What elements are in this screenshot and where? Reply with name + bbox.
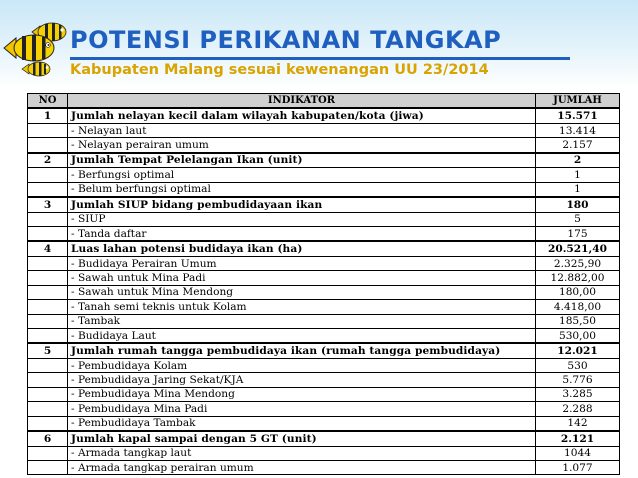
- slide-header: [0, 0, 638, 88]
- column-header-indikator: INDIKATOR: [68, 94, 536, 109]
- cell-indikator: Jumlah Tempat Pelelangan Ikan (unit): [68, 153, 536, 168]
- cell-indikator: - Pembudidaya Mina Padi: [68, 402, 536, 416]
- cell-indikator: - Tanah semi teknis untuk Kolam: [68, 300, 536, 314]
- cell-no: [28, 226, 68, 241]
- cell-no: [28, 460, 68, 474]
- cell-jumlah: 15.571: [536, 108, 620, 123]
- cell-jumlah: 1.077: [536, 460, 620, 474]
- cell-jumlah: 1044: [536, 446, 620, 460]
- cell-jumlah: 180,00: [536, 285, 620, 299]
- cell-no: [28, 138, 68, 153]
- cell-jumlah: 175: [536, 226, 620, 241]
- cell-no: [28, 387, 68, 401]
- cell-jumlah: 20.521,40: [536, 241, 620, 256]
- cell-jumlah: 3.285: [536, 387, 620, 401]
- cell-indikator: - Berfungsi optimal: [68, 168, 536, 182]
- cell-jumlah: 1: [536, 182, 620, 197]
- cell-no: [28, 402, 68, 416]
- table-row-main: [28, 197, 620, 212]
- cell-indikator: - SIUP: [68, 212, 536, 226]
- table-row-sub: [28, 402, 620, 416]
- cell-no: [28, 285, 68, 299]
- title-underline: [70, 57, 570, 60]
- cell-indikator: - Pembudidaya Tambak: [68, 416, 536, 431]
- cell-jumlah: 530: [536, 358, 620, 372]
- table-row-sub: [28, 182, 620, 197]
- cell-no: 5: [28, 343, 68, 358]
- table-row-sub: [28, 314, 620, 328]
- table-row-main: [28, 431, 620, 446]
- table-row-sub: [28, 387, 620, 401]
- cell-indikator: - Pembudidaya Kolam: [68, 358, 536, 372]
- table-row-sub: [28, 285, 620, 299]
- table-row-sub: [28, 123, 620, 137]
- cell-no: [28, 212, 68, 226]
- cell-no: 2: [28, 153, 68, 168]
- table-row-sub: [28, 212, 620, 226]
- table-row-sub: [28, 271, 620, 285]
- table-row-sub: [28, 138, 620, 153]
- cell-no: 3: [28, 197, 68, 212]
- cell-jumlah: 2.288: [536, 402, 620, 416]
- table-row-main: [28, 153, 620, 168]
- table-row-main: [28, 108, 620, 123]
- table-row-sub: [28, 416, 620, 431]
- cell-jumlah: 1: [536, 168, 620, 182]
- table-row-sub: [28, 329, 620, 344]
- cell-no: [28, 256, 68, 270]
- cell-indikator: - Sawah untuk Mina Mendong: [68, 285, 536, 299]
- cell-no: [28, 271, 68, 285]
- cell-indikator: - Armada tangkap laut: [68, 446, 536, 460]
- cell-jumlah: 185,50: [536, 314, 620, 328]
- indicator-table: [27, 93, 620, 475]
- cell-jumlah: 2.121: [536, 431, 620, 446]
- cell-jumlah: 5: [536, 212, 620, 226]
- table-row-sub: [28, 373, 620, 387]
- cell-jumlah: 12.021: [536, 343, 620, 358]
- cell-jumlah: 530,00: [536, 329, 620, 344]
- fish-logo-icon: [2, 14, 68, 84]
- cell-jumlah: 180: [536, 197, 620, 212]
- cell-no: 6: [28, 431, 68, 446]
- cell-jumlah: 5.776: [536, 373, 620, 387]
- cell-indikator: Jumlah rumah tangga pembudidaya ikan (rumah tangga pembudidaya): [68, 343, 536, 358]
- table-header-row: [28, 94, 620, 109]
- cell-no: [28, 329, 68, 344]
- cell-no: 1: [28, 108, 68, 123]
- cell-no: [28, 446, 68, 460]
- cell-no: [28, 314, 68, 328]
- cell-jumlah: 4.418,00: [536, 300, 620, 314]
- cell-no: [28, 182, 68, 197]
- cell-indikator: - Budidaya Laut: [68, 329, 536, 344]
- cell-indikator: Jumlah kapal sampai dengan 5 GT (unit): [68, 431, 536, 446]
- cell-no: [28, 168, 68, 182]
- cell-no: [28, 373, 68, 387]
- table-row-sub: [28, 168, 620, 182]
- cell-indikator: - Tambak: [68, 314, 536, 328]
- table-row-sub: [28, 256, 620, 270]
- table-row-main: [28, 343, 620, 358]
- cell-indikator: - Pembudidaya Mina Mendong: [68, 387, 536, 401]
- cell-indikator: - Nelayan perairan umum: [68, 138, 536, 153]
- cell-jumlah: 2.157: [536, 138, 620, 153]
- cell-no: 4: [28, 241, 68, 256]
- cell-indikator: Luas lahan potensi budidaya ikan (ha): [68, 241, 536, 256]
- table-row-sub: [28, 446, 620, 460]
- cell-indikator: - Sawah untuk Mina Padi: [68, 271, 536, 285]
- cell-indikator: - Pembudidaya Jaring Sekat/KJA: [68, 373, 536, 387]
- table-row-main: [28, 241, 620, 256]
- table-row-sub: [28, 460, 620, 474]
- indicator-table-container: [27, 93, 619, 475]
- table-row-sub: [28, 358, 620, 372]
- cell-no: [28, 358, 68, 372]
- cell-no: [28, 416, 68, 431]
- cell-indikator: - Nelayan laut: [68, 123, 536, 137]
- page-subtitle: Kabupaten Malang sesuai kewenangan UU 23/2014: [70, 62, 489, 78]
- cell-indikator: - Belum berfungsi optimal: [68, 182, 536, 197]
- cell-no: [28, 300, 68, 314]
- cell-jumlah: 2: [536, 153, 620, 168]
- column-header-no: NO: [28, 94, 68, 109]
- cell-indikator: - Tanda daftar: [68, 226, 536, 241]
- table-row-sub: [28, 226, 620, 241]
- cell-indikator: Jumlah SIUP bidang pembudidayaan ikan: [68, 197, 536, 212]
- cell-indikator: - Armada tangkap perairan umum: [68, 460, 536, 474]
- cell-jumlah: 142: [536, 416, 620, 431]
- column-header-jumlah: JUMLAH: [536, 94, 620, 109]
- cell-no: [28, 123, 68, 137]
- cell-jumlah: 12.882,00: [536, 271, 620, 285]
- page-title: POTENSI PERIKANAN TANGKAP: [70, 26, 502, 54]
- cell-indikator: Jumlah nelayan kecil dalam wilayah kabupaten/kota (jiwa): [68, 108, 536, 123]
- table-body: [28, 108, 620, 474]
- cell-jumlah: 13.414: [536, 123, 620, 137]
- cell-jumlah: 2.325,90: [536, 256, 620, 270]
- table-row-sub: [28, 300, 620, 314]
- cell-indikator: - Budidaya Perairan Umum: [68, 256, 536, 270]
